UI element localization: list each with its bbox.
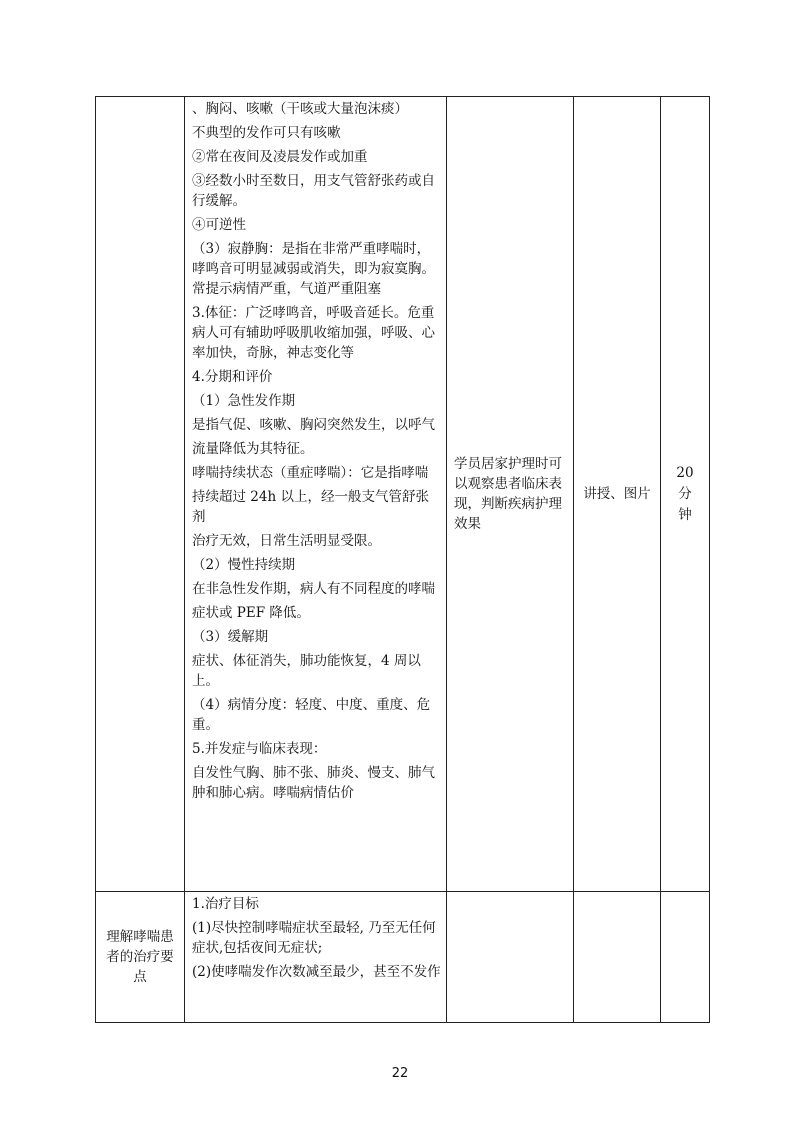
content-line: 不典型的发作可只有咳嗽 <box>192 125 341 141</box>
content-line: 是指气促、咳嗽、胸闷突然发生，以呼气 <box>192 417 435 433</box>
practice-cell: 学员居家护理时可以观察患者临床表现，判断疾病护理效果 <box>447 97 574 892</box>
content-line: 治疗无效，日常生活明显受限。 <box>192 533 381 549</box>
content-line: 症状或 PEF 降低。 <box>192 605 310 621</box>
duration-cell-empty <box>661 892 710 1023</box>
content-line: （2）慢性持续期 <box>192 557 296 573</box>
content-line: 5.并发症与临床表现： <box>192 741 327 757</box>
content-line: （4）病情分度：轻度、中度、重度、危重。 <box>192 697 431 733</box>
duration-line: 分 <box>678 485 692 502</box>
content-line: （3）缓解期 <box>192 629 269 645</box>
content-line: ④可逆性 <box>192 217 246 233</box>
content-line: 4.分期和评价 <box>192 369 273 385</box>
duration-line: 钟 <box>678 506 692 523</box>
content-line: （1）急性发作期 <box>192 393 296 409</box>
content-line: 在非急性发作期，病人有不同程度的哮喘 <box>192 581 435 597</box>
table-row-treatment <box>96 892 710 1023</box>
content-cell <box>185 97 447 892</box>
content-cell <box>185 892 447 1023</box>
lesson-plan-table <box>95 96 710 1023</box>
content-line: 、胸闷、咳嗽（干咳或大量泡沫痰） <box>192 101 408 117</box>
content-line: 持续超过 24h 以上，经一般支气管舒张剂 <box>192 489 429 525</box>
content-line: （3）寂静胸：是指在非常严重哮喘时，哮鸣音可明显减弱或消失，即为寂寞胸。常提示病情严重，气道严重阻塞 <box>192 241 435 297</box>
page-number: 22 <box>391 1066 409 1081</box>
duration-line: 20 <box>676 464 694 481</box>
content-line: ②常在夜间及凌晨发作或加重 <box>192 149 368 165</box>
table-row-clinical <box>96 97 710 892</box>
content-line: (2)使哮喘发作次数减至最少，甚至不发作 <box>192 964 441 980</box>
method-cell: 讲授、图片 <box>574 97 661 892</box>
content-line: 自发性气胸、肺不张、肺炎、慢支、肺气肿和肺心病。哮喘病情估价 <box>192 765 435 801</box>
objective-cell-empty <box>96 97 185 892</box>
content-line: 流量降低为其特征。 <box>192 441 314 457</box>
content-line: 1.治疗目标 <box>192 896 259 912</box>
content-line: ③经数小时至数日，用支气管舒张药或自行缓解。 <box>192 173 435 209</box>
practice-cell-empty <box>447 892 574 1023</box>
method-cell-empty <box>574 892 661 1023</box>
content-line: (1)尽快控制哮喘症状至最轻, 乃至无任何症状,包括夜间无症状; <box>192 920 436 956</box>
objective-cell: 理解哮喘患者的治疗要点 <box>96 892 185 1023</box>
content-line: 症状、体征消失，肺功能恢复，4 周以上。 <box>192 653 421 689</box>
content-line: 哮喘持续状态（重症哮喘）：它是指哮喘 <box>192 465 429 481</box>
content-line: 3.体征：广泛哮鸣音，呼吸音延长。危重病人可有辅助呼吸肌收缩加强，呼吸、心率加快，奇脉，神志变化等 <box>192 305 435 361</box>
duration-cell <box>661 97 710 892</box>
